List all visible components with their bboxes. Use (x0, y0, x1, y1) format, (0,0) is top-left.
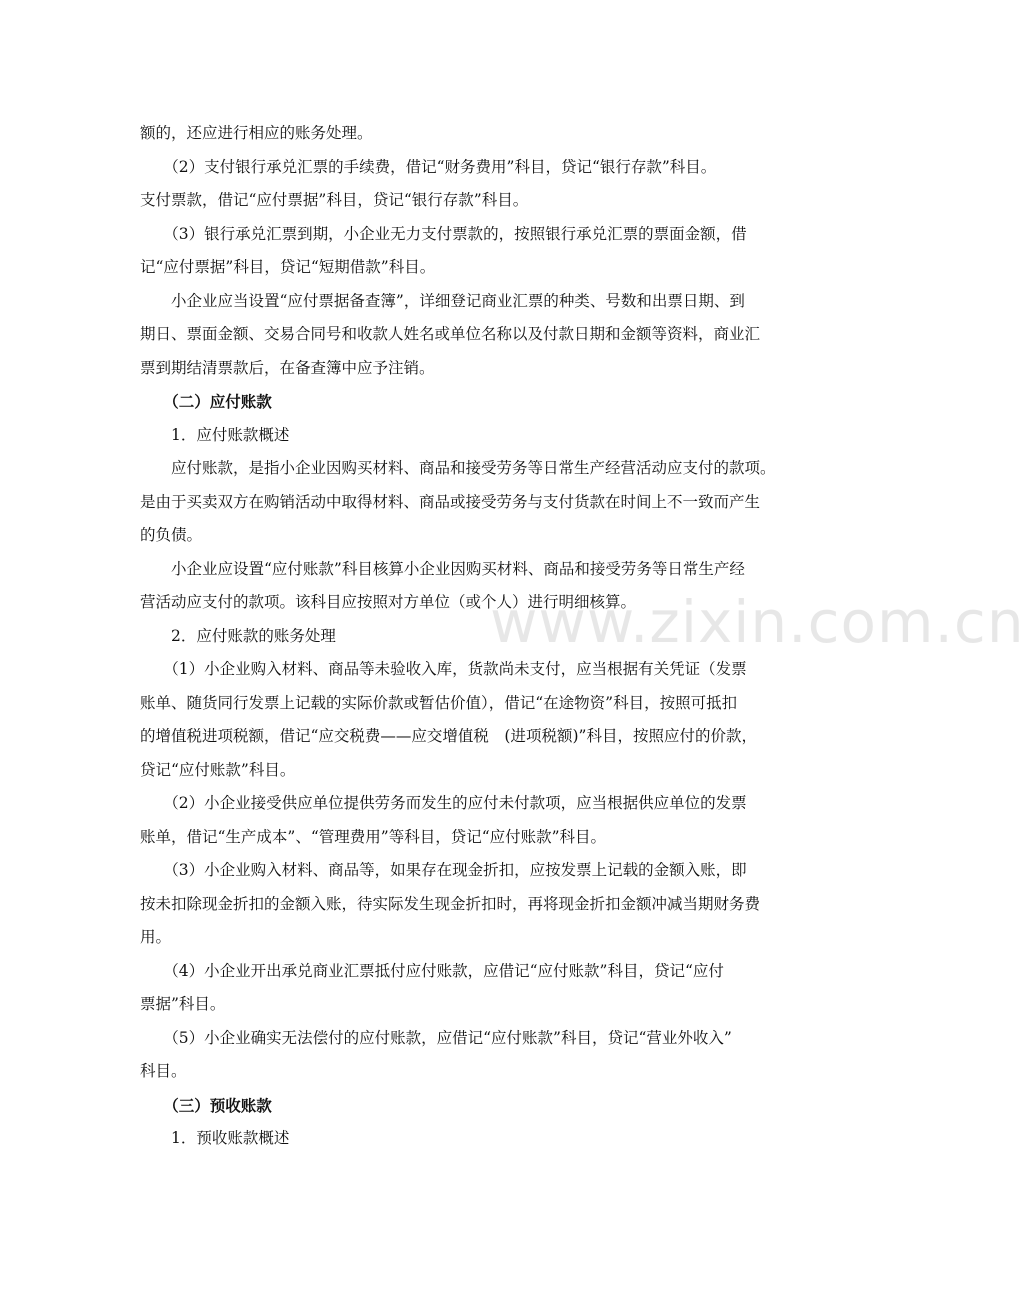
text-line: 营活动应支付的款项。该科目应按照对方单位（或个人）进行明细核算。 (140, 593, 637, 611)
text-line: 账单，借记“生产成本”、“管理费用”等科目，贷记“应付账款”科目。 (140, 827, 607, 846)
text-line: 额的，还应进行相应的账务处理。 (140, 124, 373, 142)
text-line: （4）小企业开出承兑商业汇票抵付应付账款，应借记“应付账款”科目，贷记“应付 (140, 961, 724, 980)
text-line: 是由于买卖双方在购销活动中取得材料、商品或接受劳务与支付货款在时间上不一致而产生 (140, 492, 761, 511)
text-line: 按未扣除现金折扣的金额入账，待实际发生现金折扣时，再将现金折扣金额冲减当期财务费 (140, 894, 761, 913)
text-line: 用。 (140, 928, 172, 946)
text-line: 应付账款，是指小企业因购买材料、商品和接受劳务等日常生产经营活动应支付的款项。 (140, 459, 776, 477)
text-line: （1）小企业购入材料、商品等未验收入库，货款尚未支付，应当根据有关凭证（发票 (140, 660, 747, 678)
text-line: （5）小企业确实无法偿付的应付账款，应借记“应付账款”科目，贷记“营业外收入” (140, 1028, 732, 1047)
text-line: 的负债。 (140, 526, 203, 544)
text-line: （2）支付银行承兑汇票的手续费，借记“财务费用”科目，贷记“银行存款”科目。 (140, 157, 717, 176)
text-line: 小企业应当设置“应付票据备查簿”，详细登记商业汇票的种类、号数和出票日期、到 (140, 291, 745, 310)
text-line: 票到期结清票款后，在备查簿中应予注销。 (140, 358, 435, 377)
text-line: 贷记“应付账款”科目。 (140, 760, 296, 779)
subsection-heading: 2．应付账款的账务处理 (140, 626, 336, 645)
text-line: 的增值税进项税额，借记“应交税费——应交增值税 (进项税额)”科目，按照应付的价款， (140, 727, 757, 745)
text-line: 期日、票面金额、交易合同号和收款人姓名或单位名称以及付款日期和金额等资料，商业汇 (140, 325, 761, 343)
text-line: 支付票款，借记“应付票据”科目，贷记“银行存款”科目。 (140, 191, 529, 209)
section-heading: （三）预收账款 (140, 1095, 272, 1115)
text-line: （3）小企业购入材料、商品等，如果存在现金折扣，应按发票上记载的金额入账，即 (140, 861, 747, 879)
text-line: 账单、随货同行发票上记载的实际价款或暂估价值），借记“在途物资”科目，按照可抵扣 (140, 693, 738, 712)
body-text (140, 117, 790, 1156)
text-line: 小企业应设置“应付账款”科目核算小企业因购买材料、商品和接受劳务等日常生产经 (140, 559, 745, 578)
text-line: 科目。 (140, 1062, 187, 1080)
text-line: 票据”科目。 (140, 995, 226, 1013)
watermark: www.zixin.com.cn (490, 588, 1025, 656)
subsection-heading: 1．应付账款概述 (140, 425, 290, 444)
text-line: 记“应付票据”科目，贷记“短期借款”科目。 (140, 258, 436, 276)
subsection-heading: 1．预收账款概述 (140, 1129, 290, 1147)
text-line: （2）小企业接受供应单位提供劳务而发生的应付未付款项，应当根据供应单位的发票 (140, 794, 747, 812)
section-heading: （二）应付账款 (140, 392, 272, 411)
text-line: （3）银行承兑汇票到期，小企业无力支付票款的，按照银行承兑汇票的票面金额，借 (140, 224, 747, 243)
